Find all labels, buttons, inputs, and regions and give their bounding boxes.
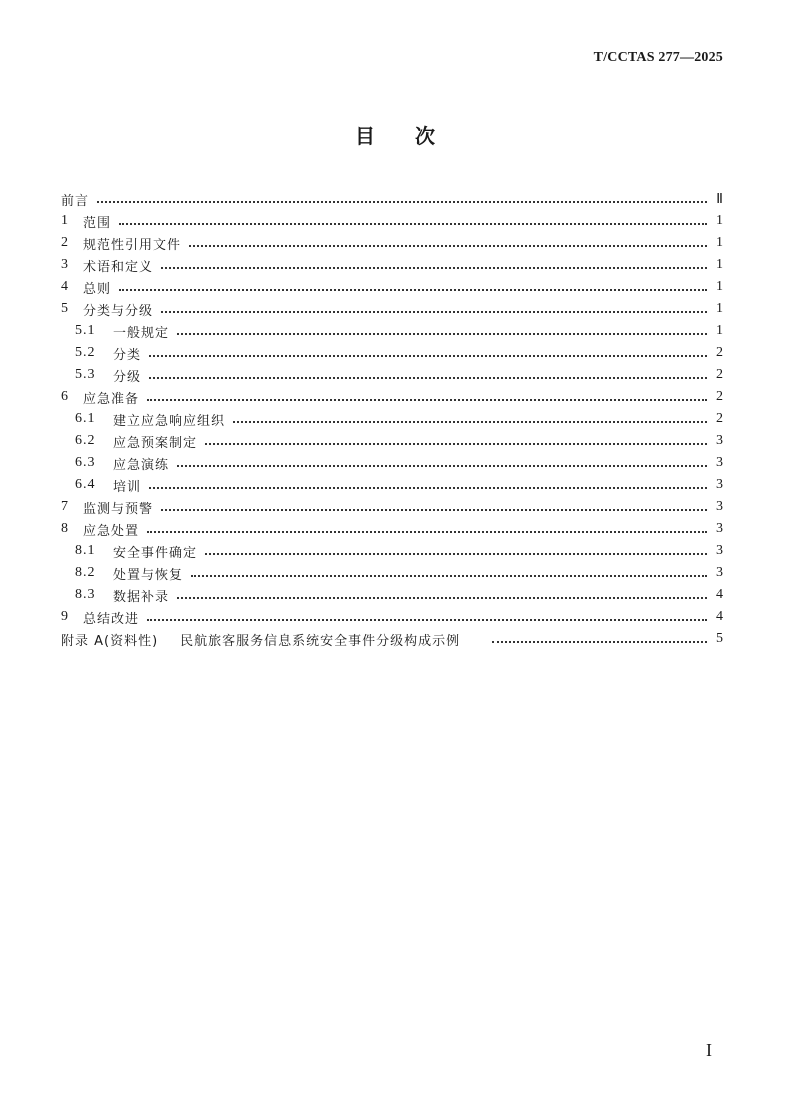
- leader-dots: [97, 200, 707, 203]
- toc-label: 规范性引用文件: [83, 237, 182, 253]
- leader-dots: [205, 442, 707, 445]
- leader-dots: [177, 596, 707, 599]
- leader-dots: [205, 552, 707, 555]
- toc-label: 建立应急响应组织: [113, 413, 226, 429]
- leader-dots: [147, 530, 707, 533]
- toc-num: 6.2: [75, 433, 96, 448]
- toc-label: 术语和定义: [83, 259, 154, 275]
- toc-entry[interactable]: [61, 210, 723, 232]
- toc-label: 总结改进: [83, 611, 140, 627]
- page-number: I: [706, 1040, 712, 1060]
- toc-page: 1: [716, 323, 723, 338]
- toc-label: 应急处置: [83, 523, 140, 539]
- toc-entry-foreword[interactable]: [61, 188, 723, 210]
- appendix-label: 民航旅客服务信息系统安全事件分级构成示例: [180, 633, 461, 649]
- toc-label: 培训: [113, 479, 142, 495]
- toc-entry[interactable]: [61, 320, 723, 342]
- toc-label: 前言: [61, 193, 90, 209]
- toc-num: 5: [61, 301, 68, 316]
- toc-page: Ⅱ: [716, 191, 723, 207]
- toc-entry[interactable]: [61, 562, 723, 584]
- toc-entry[interactable]: [61, 276, 723, 298]
- toc-entry[interactable]: [61, 386, 723, 408]
- title-char-1: 目: [355, 124, 375, 148]
- toc-page: 1: [716, 301, 723, 316]
- toc-entry[interactable]: [61, 606, 723, 628]
- toc-page: 3: [716, 565, 723, 580]
- toc-page: 3: [716, 499, 723, 514]
- toc-entry[interactable]: [61, 298, 723, 320]
- toc-page: 1: [716, 213, 723, 228]
- toc-page: 3: [716, 521, 723, 536]
- toc-label: 监测与预警: [83, 501, 154, 517]
- toc-page: 3: [716, 543, 723, 558]
- toc-page: 4: [716, 587, 723, 602]
- leader-dots: [189, 244, 707, 247]
- title-char-2: 次: [415, 124, 435, 148]
- toc-page: 4: [716, 609, 723, 624]
- leader-dots: [177, 464, 707, 467]
- leader-dots: [119, 222, 707, 225]
- toc-num: 3: [61, 257, 68, 272]
- toc-num: 6.3: [75, 455, 96, 470]
- leader-dots: [492, 640, 707, 643]
- toc-num: 8: [61, 521, 68, 536]
- toc-label: 总则: [83, 281, 112, 297]
- toc-entry[interactable]: [61, 254, 723, 276]
- leader-dots: [177, 332, 707, 335]
- toc-num: 8.3: [75, 587, 96, 602]
- toc-num: 9: [61, 609, 68, 624]
- page-title: [0, 120, 790, 149]
- leader-dots: [161, 508, 707, 511]
- toc-entry[interactable]: [61, 342, 723, 364]
- document-code: T/CCTAS 277—2025: [593, 50, 723, 65]
- toc-entry[interactable]: [61, 518, 723, 540]
- toc-entry[interactable]: [61, 496, 723, 518]
- leader-dots: [149, 376, 707, 379]
- toc-num: 6.1: [75, 411, 96, 426]
- appendix-prefix: 附录 A(资料性): [61, 633, 159, 649]
- toc-num: 1: [61, 213, 68, 228]
- toc-label: 一般规定: [113, 325, 170, 341]
- leader-dots: [191, 574, 707, 577]
- toc-page: 1: [716, 279, 723, 294]
- toc-num: 5.3: [75, 367, 96, 382]
- toc-entry[interactable]: [61, 452, 723, 474]
- toc-label: 数据补录: [113, 589, 170, 605]
- toc-page: 3: [716, 477, 723, 492]
- leader-dots: [233, 420, 707, 423]
- toc-entry[interactable]: [61, 364, 723, 386]
- toc-label: 分类与分级: [83, 303, 154, 319]
- toc-entry[interactable]: [61, 408, 723, 430]
- toc-num: 6: [61, 389, 68, 404]
- toc-num: 2: [61, 235, 68, 250]
- toc-entry[interactable]: [61, 540, 723, 562]
- leader-dots: [149, 354, 707, 357]
- toc-num: 7: [61, 499, 68, 514]
- toc-page: 2: [716, 389, 723, 404]
- leader-dots: [161, 266, 707, 269]
- toc-entry[interactable]: [61, 430, 723, 452]
- toc-page: 3: [716, 433, 723, 448]
- table-of-contents: [61, 188, 723, 650]
- toc-entry-appendix-a[interactable]: [61, 628, 723, 650]
- toc-label: 应急预案制定: [113, 435, 198, 451]
- toc-entry[interactable]: [61, 584, 723, 606]
- leader-dots: [119, 288, 707, 291]
- leader-dots: [149, 486, 707, 489]
- toc-label: 分类: [113, 347, 142, 363]
- toc-page: 2: [716, 411, 723, 426]
- toc-page: 1: [716, 235, 723, 250]
- leader-dots: [147, 618, 707, 621]
- toc-label: 分级: [113, 369, 142, 385]
- toc-num: 8.2: [75, 565, 96, 580]
- leader-dots: [147, 398, 707, 401]
- toc-page: 3: [716, 455, 723, 470]
- toc-label: 范围: [83, 215, 112, 231]
- toc-label: 处置与恢复: [113, 567, 184, 583]
- toc-page: 2: [716, 345, 723, 360]
- toc-entry[interactable]: [61, 232, 723, 254]
- toc-num: 5.1: [75, 323, 96, 338]
- toc-label: 应急准备: [83, 391, 140, 407]
- toc-label: 应急演练: [113, 457, 170, 473]
- toc-page: 5: [716, 631, 723, 646]
- toc-label: 安全事件确定: [113, 545, 198, 561]
- toc-page: 2: [716, 367, 723, 382]
- toc-page: 1: [716, 257, 723, 272]
- toc-num: 8.1: [75, 543, 96, 558]
- toc-num: 5.2: [75, 345, 96, 360]
- toc-num: 4: [61, 279, 68, 294]
- leader-dots: [161, 310, 707, 313]
- toc-num: 6.4: [75, 477, 96, 492]
- toc-entry[interactable]: [61, 474, 723, 496]
